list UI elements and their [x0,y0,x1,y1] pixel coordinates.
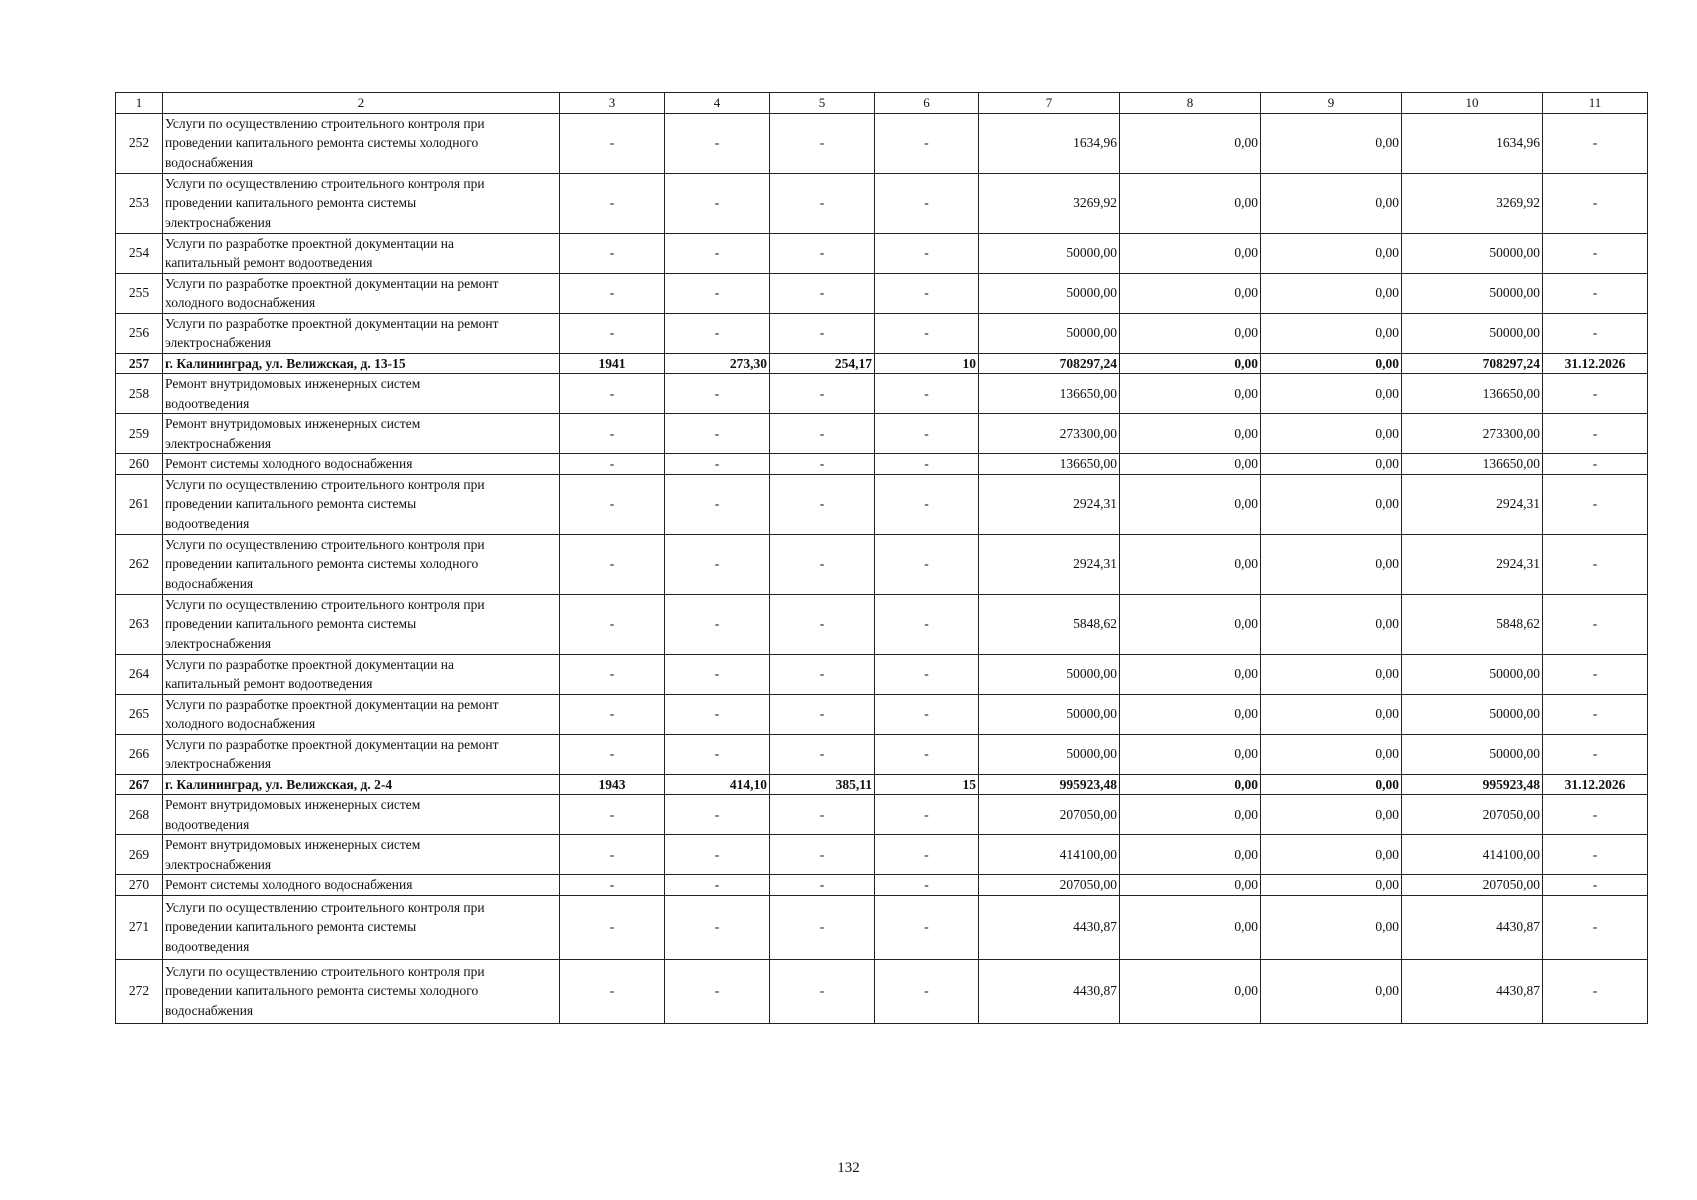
col-11-value-cell: - [1543,534,1648,594]
col-11-value-cell: - [1543,454,1648,475]
col-10-value-cell: 4430,87 [1402,895,1543,959]
table-row [116,835,1648,875]
col-8-value-cell: 0,00 [1120,173,1261,233]
col-4-value-cell: - [665,474,770,534]
col-11-value-cell: - [1543,173,1648,233]
col-9-value-cell: 0,00 [1261,414,1402,454]
col-3-value-cell: - [560,273,665,313]
col-10-value-cell: 50000,00 [1402,273,1543,313]
work-description-cell: г. Калининград, ул. Велижская, д. 2-4 [163,774,560,795]
col-8-value-cell: 0,00 [1120,273,1261,313]
col-7-value-cell: 50000,00 [979,734,1120,774]
row-number-cell: 268 [116,795,163,835]
col-3-value-cell: - [560,959,665,1023]
col-7-value-cell: 995923,48 [979,774,1120,795]
work-description-cell: г. Калининград, ул. Велижская, д. 13-15 [163,353,560,374]
col-6-value-cell: - [875,173,979,233]
col-8-value-cell: 0,00 [1120,594,1261,654]
col-5-value-cell: - [770,414,875,454]
col-4-value-cell: - [665,795,770,835]
col-9-value-cell: 0,00 [1261,654,1402,694]
work-description-cell: Услуги по осуществлению строительного контроля при проведении капитального ремонта системы холодного водоснабжения [163,534,560,594]
col-7-value-cell: 207050,00 [979,875,1120,896]
col-5-value-cell: - [770,534,875,594]
col-3-value-cell: - [560,414,665,454]
work-description-cell: Услуги по разработке проектной документации на ремонт холодного водоснабжения [163,273,560,313]
col-10-value-cell: 414100,00 [1402,835,1543,875]
table-row [116,233,1648,273]
col-6-value-cell: - [875,233,979,273]
col-6-value-cell: - [875,474,979,534]
col-5-value-cell: - [770,474,875,534]
col-9-value-cell: 0,00 [1261,895,1402,959]
row-number-cell: 260 [116,454,163,475]
col-4-value-cell: - [665,694,770,734]
col-3-value-cell: - [560,313,665,353]
row-number-cell: 259 [116,414,163,454]
col-8-value-cell: 0,00 [1120,474,1261,534]
address-row [116,774,1648,795]
header-cell: 2 [163,93,560,114]
row-number-cell: 261 [116,474,163,534]
col-6-value-cell: - [875,374,979,414]
work-description-cell: Услуги по осуществлению строительного контроля при проведении капитального ремонта системы электроснабжения [163,173,560,233]
table-row [116,313,1648,353]
col-11-value-cell: - [1543,654,1648,694]
col-8-value-cell: 0,00 [1120,353,1261,374]
work-description-cell: Услуги по разработке проектной документации на капитальный ремонт водоотведения [163,233,560,273]
col-3-value-cell: - [560,734,665,774]
col-10-value-cell: 273300,00 [1402,414,1543,454]
col-8-value-cell: 0,00 [1120,233,1261,273]
col-4-value-cell: - [665,895,770,959]
address-row [116,353,1648,374]
col-9-value-cell: 0,00 [1261,454,1402,475]
col-9-value-cell: 0,00 [1261,474,1402,534]
col-9-value-cell: 0,00 [1261,273,1402,313]
col-7-value-cell: 4430,87 [979,895,1120,959]
col-10-value-cell: 995923,48 [1402,774,1543,795]
col-7-value-cell: 5848,62 [979,594,1120,654]
col-4-value-cell: - [665,313,770,353]
col-11-value-cell: 31.12.2026 [1543,353,1648,374]
header-cell: 1 [116,93,163,114]
col-3-value-cell: - [560,233,665,273]
row-number-cell: 258 [116,374,163,414]
row-number-cell: 270 [116,875,163,896]
col-8-value-cell: 0,00 [1120,795,1261,835]
col-5-value-cell: - [770,313,875,353]
col-6-value-cell: - [875,795,979,835]
col-6-value-cell: 15 [875,774,979,795]
col-4-value-cell: - [665,374,770,414]
col-5-value-cell: 385,11 [770,774,875,795]
col-11-value-cell: - [1543,313,1648,353]
col-3-value-cell: - [560,694,665,734]
table-row [116,875,1648,896]
col-11-value-cell: - [1543,694,1648,734]
col-6-value-cell: - [875,594,979,654]
col-3-value-cell: - [560,654,665,694]
work-description-cell: Ремонт системы холодного водоснабжения [163,875,560,896]
table-row [116,654,1648,694]
col-6-value-cell: - [875,959,979,1023]
col-11-value-cell: - [1543,233,1648,273]
table-row [116,594,1648,654]
col-6-value-cell: - [875,414,979,454]
col-6-value-cell: - [875,895,979,959]
col-10-value-cell: 5848,62 [1402,594,1543,654]
col-5-value-cell: - [770,694,875,734]
col-5-value-cell: - [770,173,875,233]
col-3-value-cell: 1943 [560,774,665,795]
table-row [116,534,1648,594]
header-cell: 9 [1261,93,1402,114]
col-9-value-cell: 0,00 [1261,959,1402,1023]
col-4-value-cell: 414,10 [665,774,770,795]
col-8-value-cell: 0,00 [1120,835,1261,875]
table-row [116,454,1648,475]
table-row [116,414,1648,454]
col-5-value-cell: - [770,454,875,475]
work-description-cell: Услуги по осуществлению строительного контроля при проведении капитального ремонта системы водоотведения [163,895,560,959]
col-5-value-cell: 254,17 [770,353,875,374]
col-8-value-cell: 0,00 [1120,694,1261,734]
col-10-value-cell: 136650,00 [1402,454,1543,475]
col-9-value-cell: 0,00 [1261,795,1402,835]
col-11-value-cell: - [1543,113,1648,173]
col-11-value-cell: - [1543,734,1648,774]
col-9-value-cell: 0,00 [1261,694,1402,734]
row-number-cell: 266 [116,734,163,774]
row-number-cell: 272 [116,959,163,1023]
col-3-value-cell: 1941 [560,353,665,374]
col-7-value-cell: 50000,00 [979,233,1120,273]
col-10-value-cell: 50000,00 [1402,734,1543,774]
col-5-value-cell: - [770,654,875,694]
work-description-cell: Услуги по разработке проектной документации на капитальный ремонт водоотведения [163,654,560,694]
col-4-value-cell: - [665,173,770,233]
col-8-value-cell: 0,00 [1120,774,1261,795]
col-10-value-cell: 50000,00 [1402,313,1543,353]
column-number-header-row [116,93,1648,114]
col-9-value-cell: 0,00 [1261,734,1402,774]
col-7-value-cell: 207050,00 [979,795,1120,835]
col-11-value-cell: 31.12.2026 [1543,774,1648,795]
row-number-cell: 265 [116,694,163,734]
col-8-value-cell: 0,00 [1120,875,1261,896]
col-10-value-cell: 1634,96 [1402,113,1543,173]
col-6-value-cell: - [875,734,979,774]
col-3-value-cell: - [560,594,665,654]
col-4-value-cell: - [665,959,770,1023]
work-description-cell: Услуги по осуществлению строительного контроля при проведении капитального ремонта системы холодного водоснабжения [163,113,560,173]
header-cell: 4 [665,93,770,114]
header-cell: 6 [875,93,979,114]
col-7-value-cell: 50000,00 [979,654,1120,694]
col-8-value-cell: 0,00 [1120,374,1261,414]
col-4-value-cell: - [665,454,770,475]
col-9-value-cell: 0,00 [1261,113,1402,173]
col-4-value-cell: - [665,233,770,273]
row-number-cell: 263 [116,594,163,654]
row-number-cell: 255 [116,273,163,313]
col-10-value-cell: 136650,00 [1402,374,1543,414]
header-cell: 8 [1120,93,1261,114]
header-cell: 3 [560,93,665,114]
col-3-value-cell: - [560,835,665,875]
col-8-value-cell: 0,00 [1120,895,1261,959]
col-6-value-cell: - [875,534,979,594]
col-4-value-cell: 273,30 [665,353,770,374]
col-5-value-cell: - [770,875,875,896]
col-5-value-cell: - [770,273,875,313]
col-8-value-cell: 0,00 [1120,414,1261,454]
table-row [116,374,1648,414]
col-6-value-cell: - [875,113,979,173]
col-11-value-cell: - [1543,875,1648,896]
work-description-cell: Ремонт системы холодного водоснабжения [163,454,560,475]
col-8-value-cell: 0,00 [1120,734,1261,774]
table-row [116,734,1648,774]
col-9-value-cell: 0,00 [1261,534,1402,594]
header-cell: 7 [979,93,1120,114]
work-description-cell: Ремонт внутридомовых инженерных систем электроснабжения [163,835,560,875]
col-8-value-cell: 0,00 [1120,313,1261,353]
work-description-cell: Ремонт внутридомовых инженерных систем электроснабжения [163,414,560,454]
header-cell: 11 [1543,93,1648,114]
col-5-value-cell: - [770,835,875,875]
col-11-value-cell: - [1543,273,1648,313]
col-6-value-cell: 10 [875,353,979,374]
col-3-value-cell: - [560,795,665,835]
col-7-value-cell: 50000,00 [979,313,1120,353]
col-7-value-cell: 2924,31 [979,474,1120,534]
col-5-value-cell: - [770,895,875,959]
col-7-value-cell: 708297,24 [979,353,1120,374]
col-5-value-cell: - [770,959,875,1023]
col-6-value-cell: - [875,694,979,734]
col-5-value-cell: - [770,233,875,273]
col-10-value-cell: 207050,00 [1402,875,1543,896]
col-10-value-cell: 2924,31 [1402,474,1543,534]
col-7-value-cell: 1634,96 [979,113,1120,173]
col-10-value-cell: 4430,87 [1402,959,1543,1023]
col-10-value-cell: 50000,00 [1402,654,1543,694]
col-3-value-cell: - [560,474,665,534]
table-row [116,895,1648,959]
col-11-value-cell: - [1543,835,1648,875]
col-11-value-cell: - [1543,795,1648,835]
row-number-cell: 267 [116,774,163,795]
col-4-value-cell: - [665,835,770,875]
col-4-value-cell: - [665,594,770,654]
data-table [115,92,1648,1024]
col-4-value-cell: - [665,534,770,594]
col-6-value-cell: - [875,454,979,475]
col-9-value-cell: 0,00 [1261,173,1402,233]
col-10-value-cell: 708297,24 [1402,353,1543,374]
col-8-value-cell: 0,00 [1120,959,1261,1023]
col-9-value-cell: 0,00 [1261,353,1402,374]
col-8-value-cell: 0,00 [1120,534,1261,594]
col-5-value-cell: - [770,594,875,654]
col-10-value-cell: 3269,92 [1402,173,1543,233]
col-6-value-cell: - [875,875,979,896]
col-5-value-cell: - [770,734,875,774]
header-cell: 10 [1402,93,1543,114]
work-description-cell: Ремонт внутридомовых инженерных систем водоотведения [163,795,560,835]
col-4-value-cell: - [665,654,770,694]
col-9-value-cell: 0,00 [1261,594,1402,654]
table-row [116,113,1648,173]
col-3-value-cell: - [560,374,665,414]
col-7-value-cell: 3269,92 [979,173,1120,233]
row-number-cell: 257 [116,353,163,374]
table-row [116,273,1648,313]
row-number-cell: 262 [116,534,163,594]
col-3-value-cell: - [560,534,665,594]
col-9-value-cell: 0,00 [1261,233,1402,273]
col-11-value-cell: - [1543,414,1648,454]
col-5-value-cell: - [770,113,875,173]
page-number: 132 [837,1160,860,1176]
col-3-value-cell: - [560,173,665,233]
table-row [116,474,1648,534]
work-description-cell: Услуги по разработке проектной документации на ремонт электроснабжения [163,313,560,353]
row-number-cell: 253 [116,173,163,233]
col-11-value-cell: - [1543,959,1648,1023]
col-8-value-cell: 0,00 [1120,113,1261,173]
row-number-cell: 252 [116,113,163,173]
col-7-value-cell: 136650,00 [979,374,1120,414]
col-7-value-cell: 136650,00 [979,454,1120,475]
col-3-value-cell: - [560,875,665,896]
col-10-value-cell: 207050,00 [1402,795,1543,835]
col-6-value-cell: - [875,313,979,353]
header-cell: 5 [770,93,875,114]
col-7-value-cell: 273300,00 [979,414,1120,454]
table-row [116,959,1648,1023]
col-4-value-cell: - [665,414,770,454]
work-description-cell: Услуги по разработке проектной документации на ремонт холодного водоснабжения [163,694,560,734]
work-description-cell: Услуги по осуществлению строительного контроля при проведении капитального ремонта системы водоотведения [163,474,560,534]
row-number-cell: 254 [116,233,163,273]
col-8-value-cell: 0,00 [1120,654,1261,694]
col-5-value-cell: - [770,374,875,414]
col-3-value-cell: - [560,454,665,475]
col-9-value-cell: 0,00 [1261,774,1402,795]
col-7-value-cell: 50000,00 [979,694,1120,734]
col-9-value-cell: 0,00 [1261,835,1402,875]
col-4-value-cell: - [665,273,770,313]
col-4-value-cell: - [665,875,770,896]
col-5-value-cell: - [770,795,875,835]
col-9-value-cell: 0,00 [1261,313,1402,353]
table-row [116,173,1648,233]
col-3-value-cell: - [560,113,665,173]
col-4-value-cell: - [665,734,770,774]
col-7-value-cell: 4430,87 [979,959,1120,1023]
col-6-value-cell: - [875,654,979,694]
table-row [116,795,1648,835]
col-10-value-cell: 50000,00 [1402,233,1543,273]
row-number-cell: 264 [116,654,163,694]
col-7-value-cell: 2924,31 [979,534,1120,594]
col-11-value-cell: - [1543,895,1648,959]
col-8-value-cell: 0,00 [1120,454,1261,475]
col-3-value-cell: - [560,895,665,959]
work-description-cell: Услуги по осуществлению строительного контроля при проведении капитального ремонта системы электроснабжения [163,594,560,654]
table-row [116,694,1648,734]
col-11-value-cell: - [1543,594,1648,654]
col-9-value-cell: 0,00 [1261,875,1402,896]
row-number-cell: 256 [116,313,163,353]
work-description-cell: Услуги по разработке проектной документации на ремонт электроснабжения [163,734,560,774]
col-6-value-cell: - [875,835,979,875]
col-11-value-cell: - [1543,474,1648,534]
col-11-value-cell: - [1543,374,1648,414]
col-9-value-cell: 0,00 [1261,374,1402,414]
col-7-value-cell: 50000,00 [979,273,1120,313]
col-7-value-cell: 414100,00 [979,835,1120,875]
col-6-value-cell: - [875,273,979,313]
col-4-value-cell: - [665,113,770,173]
row-number-cell: 269 [116,835,163,875]
row-number-cell: 271 [116,895,163,959]
work-description-cell: Услуги по осуществлению строительного контроля при проведении капитального ремонта системы холодного водоснабжения [163,959,560,1023]
col-10-value-cell: 50000,00 [1402,694,1543,734]
col-10-value-cell: 2924,31 [1402,534,1543,594]
work-description-cell: Ремонт внутридомовых инженерных систем водоотведения [163,374,560,414]
